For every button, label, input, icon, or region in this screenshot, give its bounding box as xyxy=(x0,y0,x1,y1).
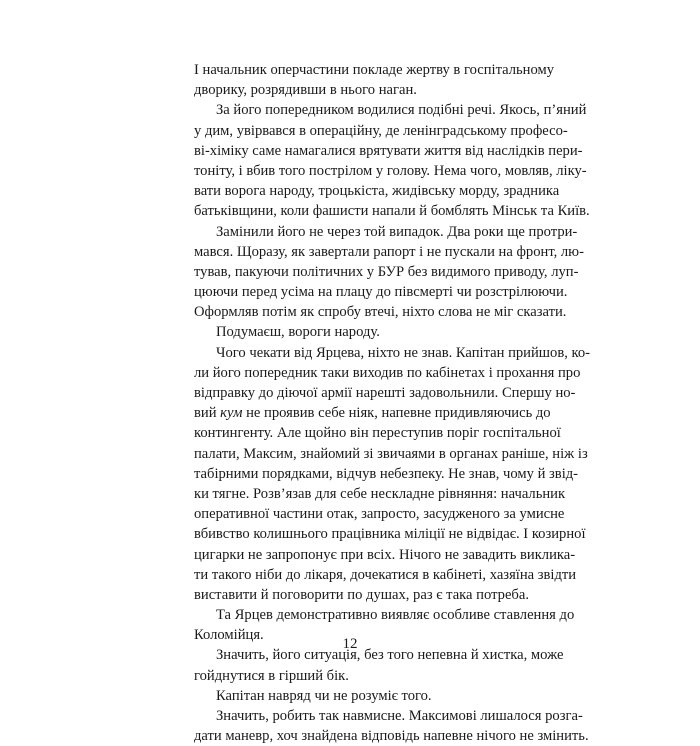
text-line: Та Ярцев демонстративно виявляє особливе ставлення до xyxy=(216,607,575,624)
text-line: Коломійця. xyxy=(194,627,264,644)
paragraph xyxy=(194,222,584,323)
text-line: Значить, його ситуація, без того непевна й хистка, може xyxy=(216,647,564,664)
paragraph xyxy=(194,60,555,100)
text-line: оперативної частини отак, запросто, засудженого за умисне xyxy=(194,506,565,523)
text-line: За його попередником водилися подібні речі. Якось, п’яний xyxy=(216,102,587,119)
text-line: табірними порядками, відчув небезпеку. Не знав, чому й звід- xyxy=(194,465,579,482)
text-line: у дим, увірвався в операційну, де ленінградському професо- xyxy=(194,122,568,139)
text-line: цюючи перед усіма на плацу до півсмерті чи розстрілюючи. xyxy=(194,284,568,301)
text-line: цигарки не запропонує при всіх. Нічого не завадить виклика- xyxy=(194,546,576,563)
text-line: дворику, розрядивши в нього наган. xyxy=(194,82,417,99)
text-line: Замінили його не через той випадок. Два роки ще протри- xyxy=(216,223,578,240)
paragraph xyxy=(194,706,589,746)
text-line: ві-хіміку саме намагалися врятувати життя від наслідків пери- xyxy=(194,142,583,159)
text-line: ти такого ніби до лікаря, дочекатися в кабінеті, хазяїна звідти xyxy=(194,566,577,583)
page-number: 12 xyxy=(342,636,358,652)
text-line: тував, пакуючи політичних у БУР без видимого приводу, луп- xyxy=(194,263,579,280)
text-line: Подумаєш, вороги народу. xyxy=(216,324,380,341)
text-line: вати ворога народу, троцькіста, жидівську морду, зрадника xyxy=(194,183,560,200)
text-line: вбивство колишнього працівника міліції не відвідає. І козирної xyxy=(194,526,586,543)
paragraph xyxy=(194,100,590,221)
text-line: батьківщини, коли фашисти напали й бомблять Мінськ та Київ. xyxy=(194,203,590,220)
text-line: мався. Щоразу, як завертали рапорт і не пускали на фронт, лю- xyxy=(194,243,584,260)
text-line: Оформляв потім як спробу втечі, ніхто слова не міг сказати. xyxy=(194,304,567,321)
text-line: виставити й поговорити по душах, раз є така потреба. xyxy=(194,586,529,603)
paragraph xyxy=(194,322,541,342)
text-line: тоніту, і вбив того пострілом у голову. Нема чого, мовляв, ліку- xyxy=(194,162,587,179)
text-line: ки тягне. Розв’язав для себе нескладне рівняння: начальник xyxy=(194,485,566,502)
text-line: ли його попередник таки виходив по кабінетах і прохання про xyxy=(194,364,581,381)
text-line: І начальник оперчастини покладе жертву в госпітальному xyxy=(194,62,555,78)
text-line: дати маневр, хоч знайдена відповідь напевне нічого не змінить. xyxy=(194,728,589,745)
paragraph xyxy=(194,343,591,605)
text-line: вий кум не проявив себе ніяк, напевне придивляючись до xyxy=(194,405,551,422)
paragraph xyxy=(194,686,541,706)
emphasized-word: кум xyxy=(220,405,243,422)
text-line: Чого чекати від Ярцева, ніхто не знав. Капітан прийшов, ко- xyxy=(216,344,591,361)
text-line: Капітан навряд чи не розуміє того. xyxy=(216,687,432,704)
text-line: Значить, робить так навмисне. Максимові лишалося розга- xyxy=(216,708,583,724)
text-line: палати, Максим, знайомий зі звичаями в органах раніше, ніж із xyxy=(194,445,588,462)
text-line: контингенту. Але щойно він переступив поріг госпітальної xyxy=(194,425,561,442)
text-line: відправку до діючої армії нарешті задовольнили. Спершу но- xyxy=(194,385,576,401)
text-line: гойднутися в гірший бік. xyxy=(194,667,349,684)
